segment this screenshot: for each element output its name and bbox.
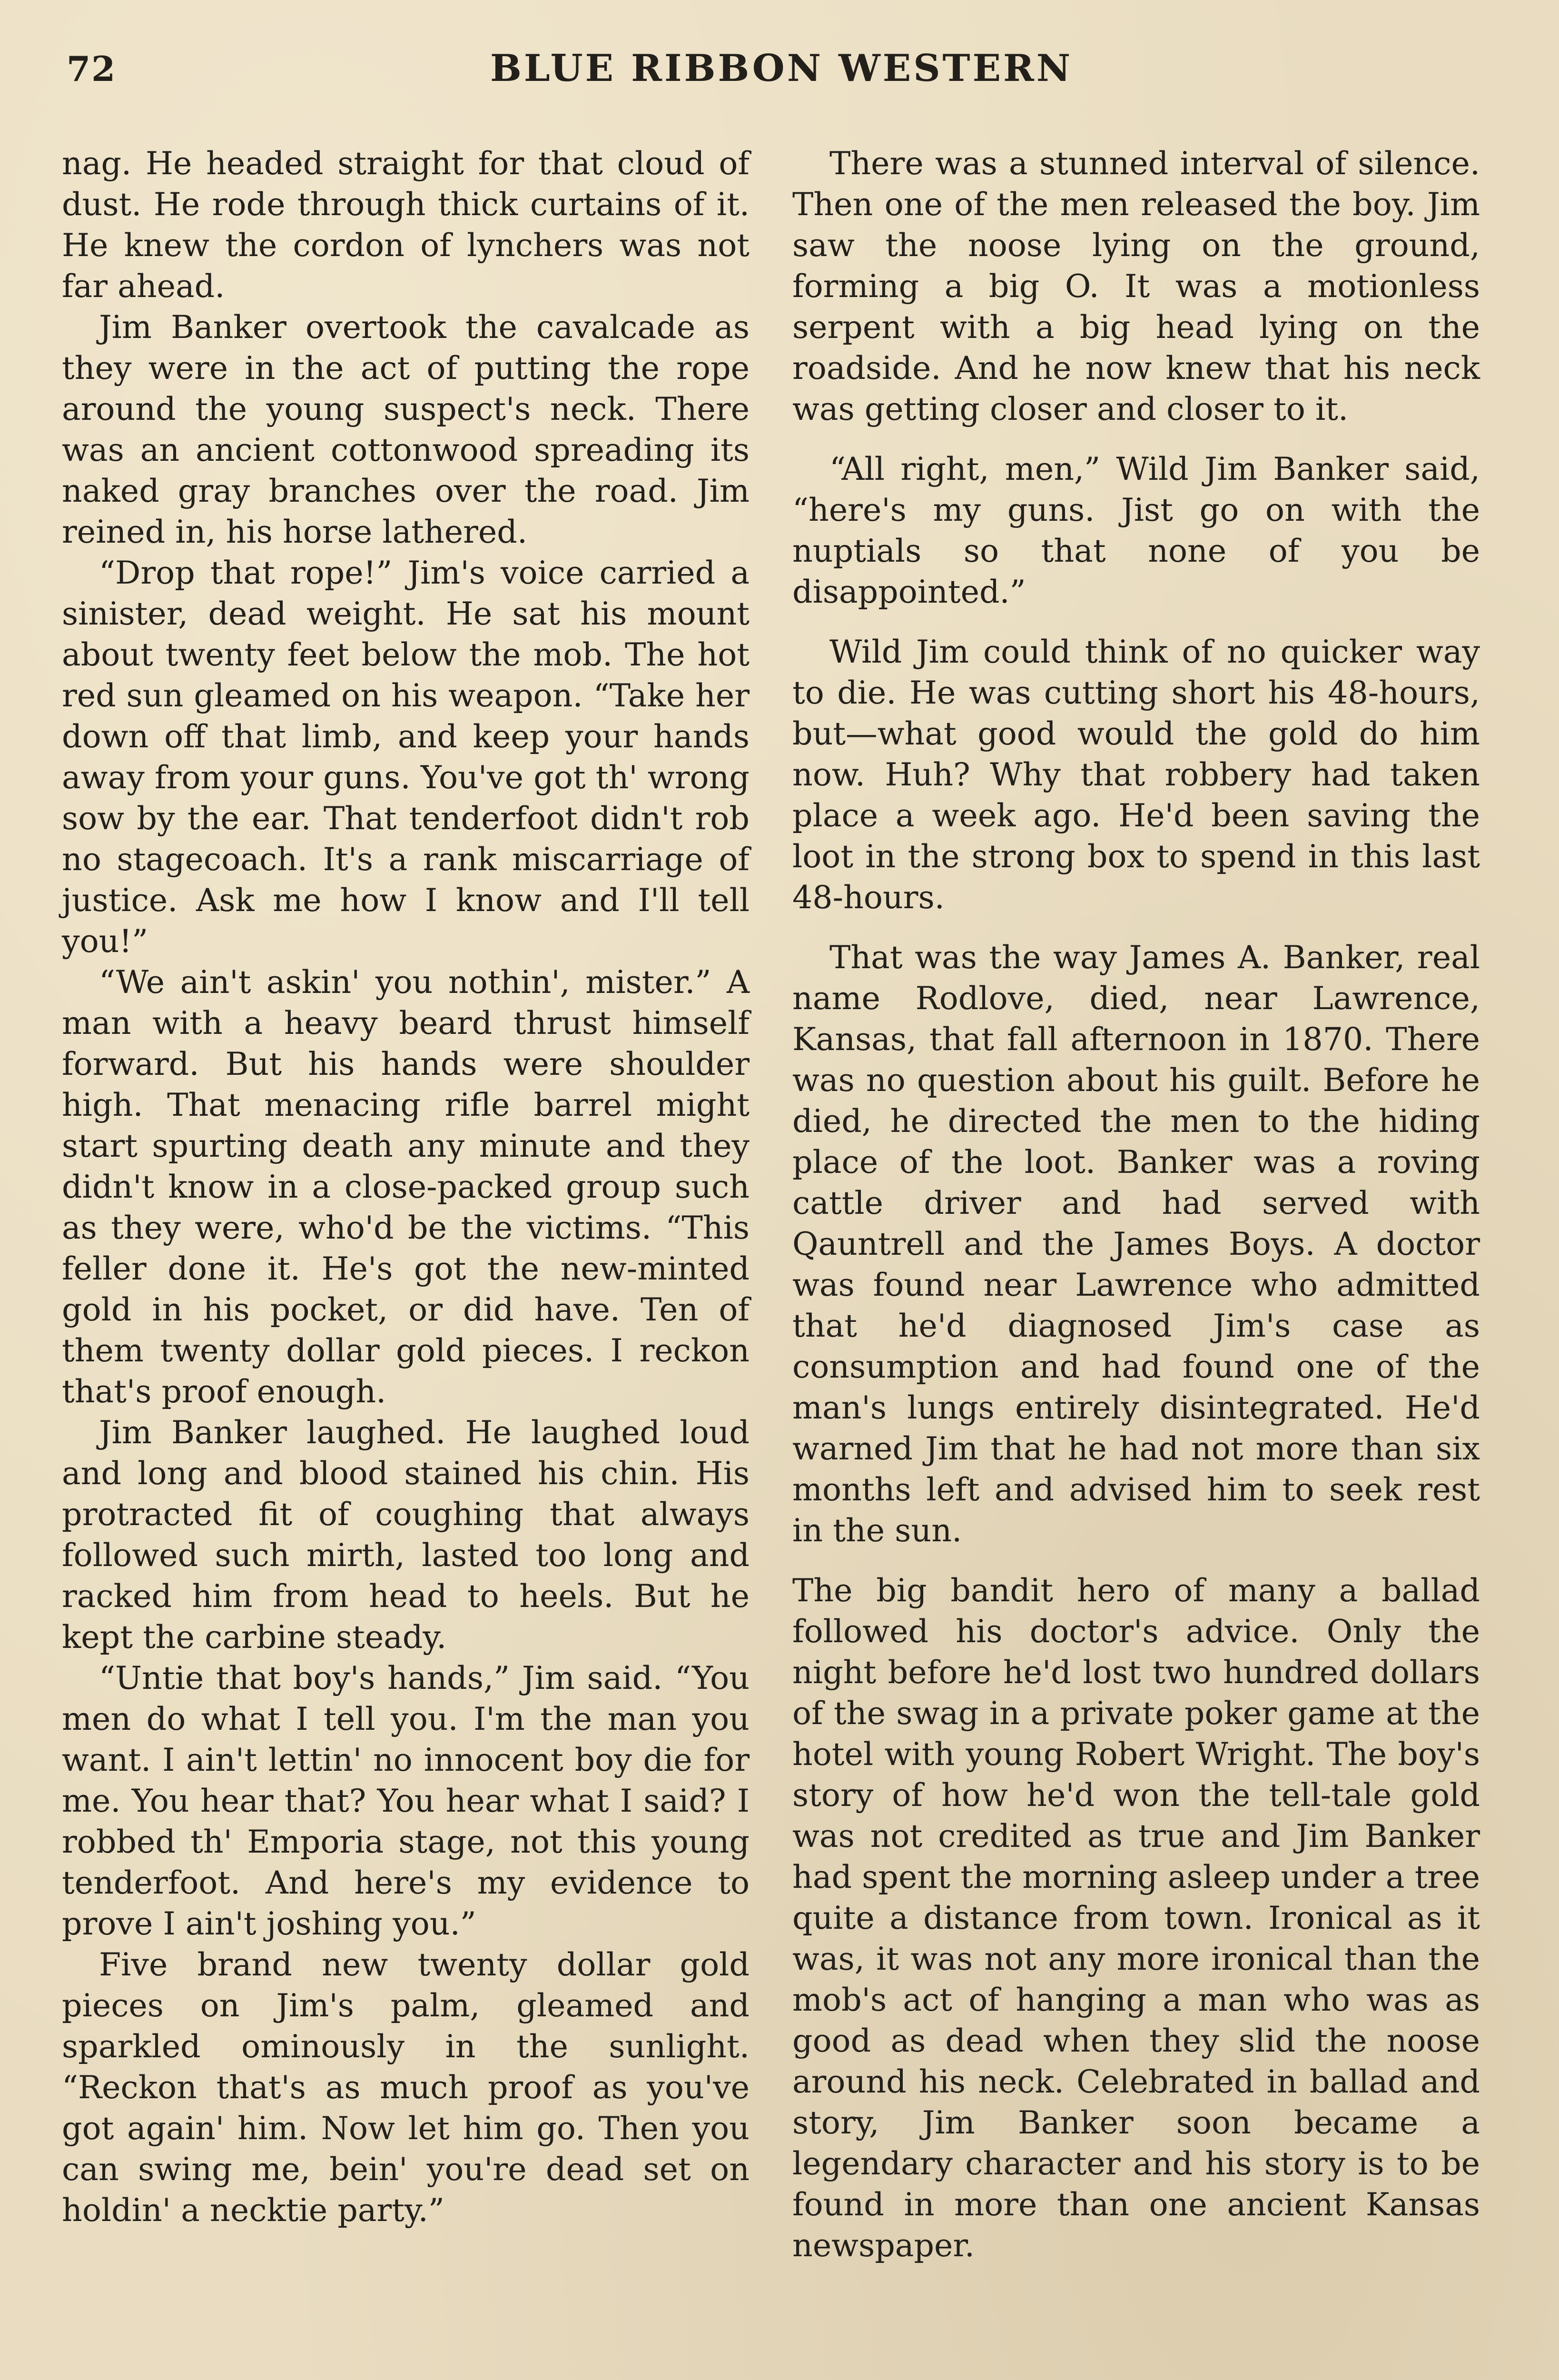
running-head: BLUE RIBBON WESTERN	[490, 47, 1073, 90]
paragraph: “All right, men,” Wild Jim Banker said, “here's my guns. Jist go on with the nuptials so that none of you be disappointed.”	[792, 450, 1480, 610]
page-number: 72	[67, 49, 117, 89]
paragraph: Jim Banker overtook the cavalcade as they were in the act of putting the rope around the young suspect's neck. There was an ancient cottonwood spreading its naked gray branches over the road. Jim reined in, his horse lathered.	[62, 308, 750, 550]
paragraph: The big bandit hero of many a ballad followed his doctor's advice. Only the night before he'd lost two hundred dollars of the swag in a private poker game at the hotel with young Robert Wright. The boy's story of how he'd won the tell-tale gold was not credited as true and Jim Banker had spent the morning asleep under a tree quite a distance from town. Ironical as it was, it was not any more ironical than the mob's act of hanging a man who was as good as dead when they slid the noose around his neck. Celebrated in ballad and story, Jim Banker soon became a legendary character and his story is to be found in more than one ancient Kansas newspaper.	[792, 1572, 1480, 2264]
paragraph: There was a stunned interval of silence. Then one of the men released the boy. Jim saw the noose lying on the ground, forming a big O. It was a motionless serpent with a big head lying on the roadside. And he now knew that his neck was getting closer and closer to it.	[792, 145, 1480, 427]
paragraph: “We ain't askin' you nothin', mister.” A man with a heavy beard thrust himself forward. But his hands were shoulder high. That menacing rifle barrel might start spurting death any minute and they didn't know in a close-packed group such as they were, who'd be the victims. “This feller done it. He's got the new-minted gold in his pocket, or did have. Ten of them twenty dollar gold pieces. I reckon that's proof enough.	[62, 963, 750, 1410]
paragraph: That was the way James A. Banker, real name Rodlove, died, near Lawrence, Kansas, that fall afternoon in 1870. There was no question about his guilt. Before he died, he directed the men to the hiding place of the loot. Banker was a roving cattle driver and had served with Qauntrell and the James Boys. A doctor was found near Lawrence who admitted that he'd diagnosed Jim's case as consumption and had found one of the man's lungs entirely disintegrated. He'd warned Jim that he had not more than six months left and advised him to seek rest in the sun.	[792, 939, 1480, 1549]
paragraph: “Untie that boy's hands,” Jim said. “You men do what I tell you. I'm the man you want. I ain't lettin' no innocent boy die for me. You hear that? You hear what I said? I robbed th' Emporia stage, not this young tenderfoot. And here's my evidence to prove I ain't joshing you.”	[62, 1659, 750, 1942]
left-column	[62, 143, 750, 2231]
paragraph: Jim Banker laughed. He laughed loud and long and blood stained his chin. His protracted fit of coughing that always followed such mirth, lasted too long and racked him from head to heels. But he kept the carbine steady.	[62, 1414, 750, 1656]
paragraph: Wild Jim could think of no quicker way to die. He was cutting short his 48-hours, but—what good would the gold do him now. Huh? Why that robbery had taken place a week ago. He'd been saving the loot in the strong box to spend in this last 48-hours.	[792, 633, 1480, 916]
right-column	[792, 143, 1480, 2266]
paragraph: Five brand new twenty dollar gold pieces on Jim's palm, gleamed and sparkled ominously in the sunlight. “Reckon that's as much proof as you've got again' him. Now let him go. Then you can swing me, bein' you're dead set on holdin' a necktie party.”	[62, 1946, 750, 2229]
page-header	[62, 43, 1490, 105]
paragraph: nag. He headed straight for that cloud of dust. He rode through thick curtains of it. He knew the cordon of lynchers was not far ahead.	[62, 145, 750, 305]
paragraph: “Drop that rope!” Jim's voice carried a sinister, dead weight. He sat his mount about twenty feet below the mob. The hot red sun gleamed on his weapon. “Take her down off that limb, and keep your hands away from your guns. You've got th' wrong sow by the ear. That tenderfoot didn't rob no stagecoach. It's a rank miscarriage of justice. Ask me how I know and I'll tell you!”	[62, 554, 750, 960]
